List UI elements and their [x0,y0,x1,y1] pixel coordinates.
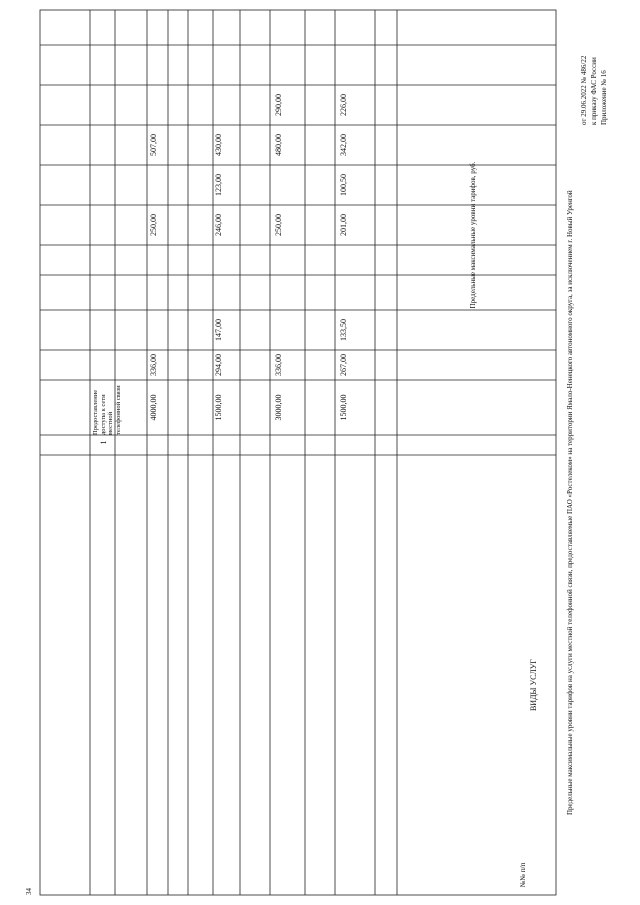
row-7-value-d: 226,00 [339,94,348,116]
row-6-value-c: 480,00 [274,134,283,156]
row-5-value-d: 100,50 [339,174,348,196]
row-2-value-b: 294,00 [214,354,223,376]
row-4-value-a: 250,00 [149,214,158,236]
row-6-value-d: 342,00 [339,134,348,156]
col-header-tariffs: Предельные максимальные уровни тарифов, руб. [469,161,477,309]
row-3-value-d: 133,50 [339,319,348,341]
order-date: от 29.06.2022 № 486/22 [580,55,588,125]
row-7-value-c: 290,00 [274,94,283,116]
row-2-value-a: 336,00 [149,354,158,376]
appendix-label: Приложение № 16 [600,70,608,125]
row-1-label: Предоставление доступа к сети местной телефонной связи [92,385,122,435]
page-number: 34 [25,888,33,895]
row-5-value-b: 123,00 [214,174,223,196]
row-1-value-d: 1500,00 [339,394,348,421]
row-6-value-b: 430,00 [214,134,223,156]
row-4-value-c: 250,00 [274,214,283,236]
row-2-value-d: 267,00 [339,354,348,376]
row-4-value-d: 201,00 [339,214,348,236]
row-4-value-b: 246,00 [214,214,223,236]
row-colnum-1: 1 [99,440,108,445]
table-title: Предельные максимальные уровни тарифов на услуги местной телефонной связи, предоставляемые ПАО «Ростелеком» на территории Ямало-Ненецкого автономного округа, за исключением г. Новый Уренгой [566,190,574,815]
col-header-services: ВИДЫ УСЛУГ [529,658,538,712]
row-1-value-a: 4000,00 [149,394,158,421]
row-6-value-a: 507,00 [149,134,158,156]
col-header-num: №№ п/п [519,862,527,888]
row-2-value-c: 336,00 [274,354,283,376]
row-1-value-c: 3000,00 [274,394,283,421]
row-3-value-b: 147,00 [214,319,223,341]
row-1-value-b: 1500,00 [214,394,223,421]
order-label: к приказу ФАС России [590,57,598,125]
